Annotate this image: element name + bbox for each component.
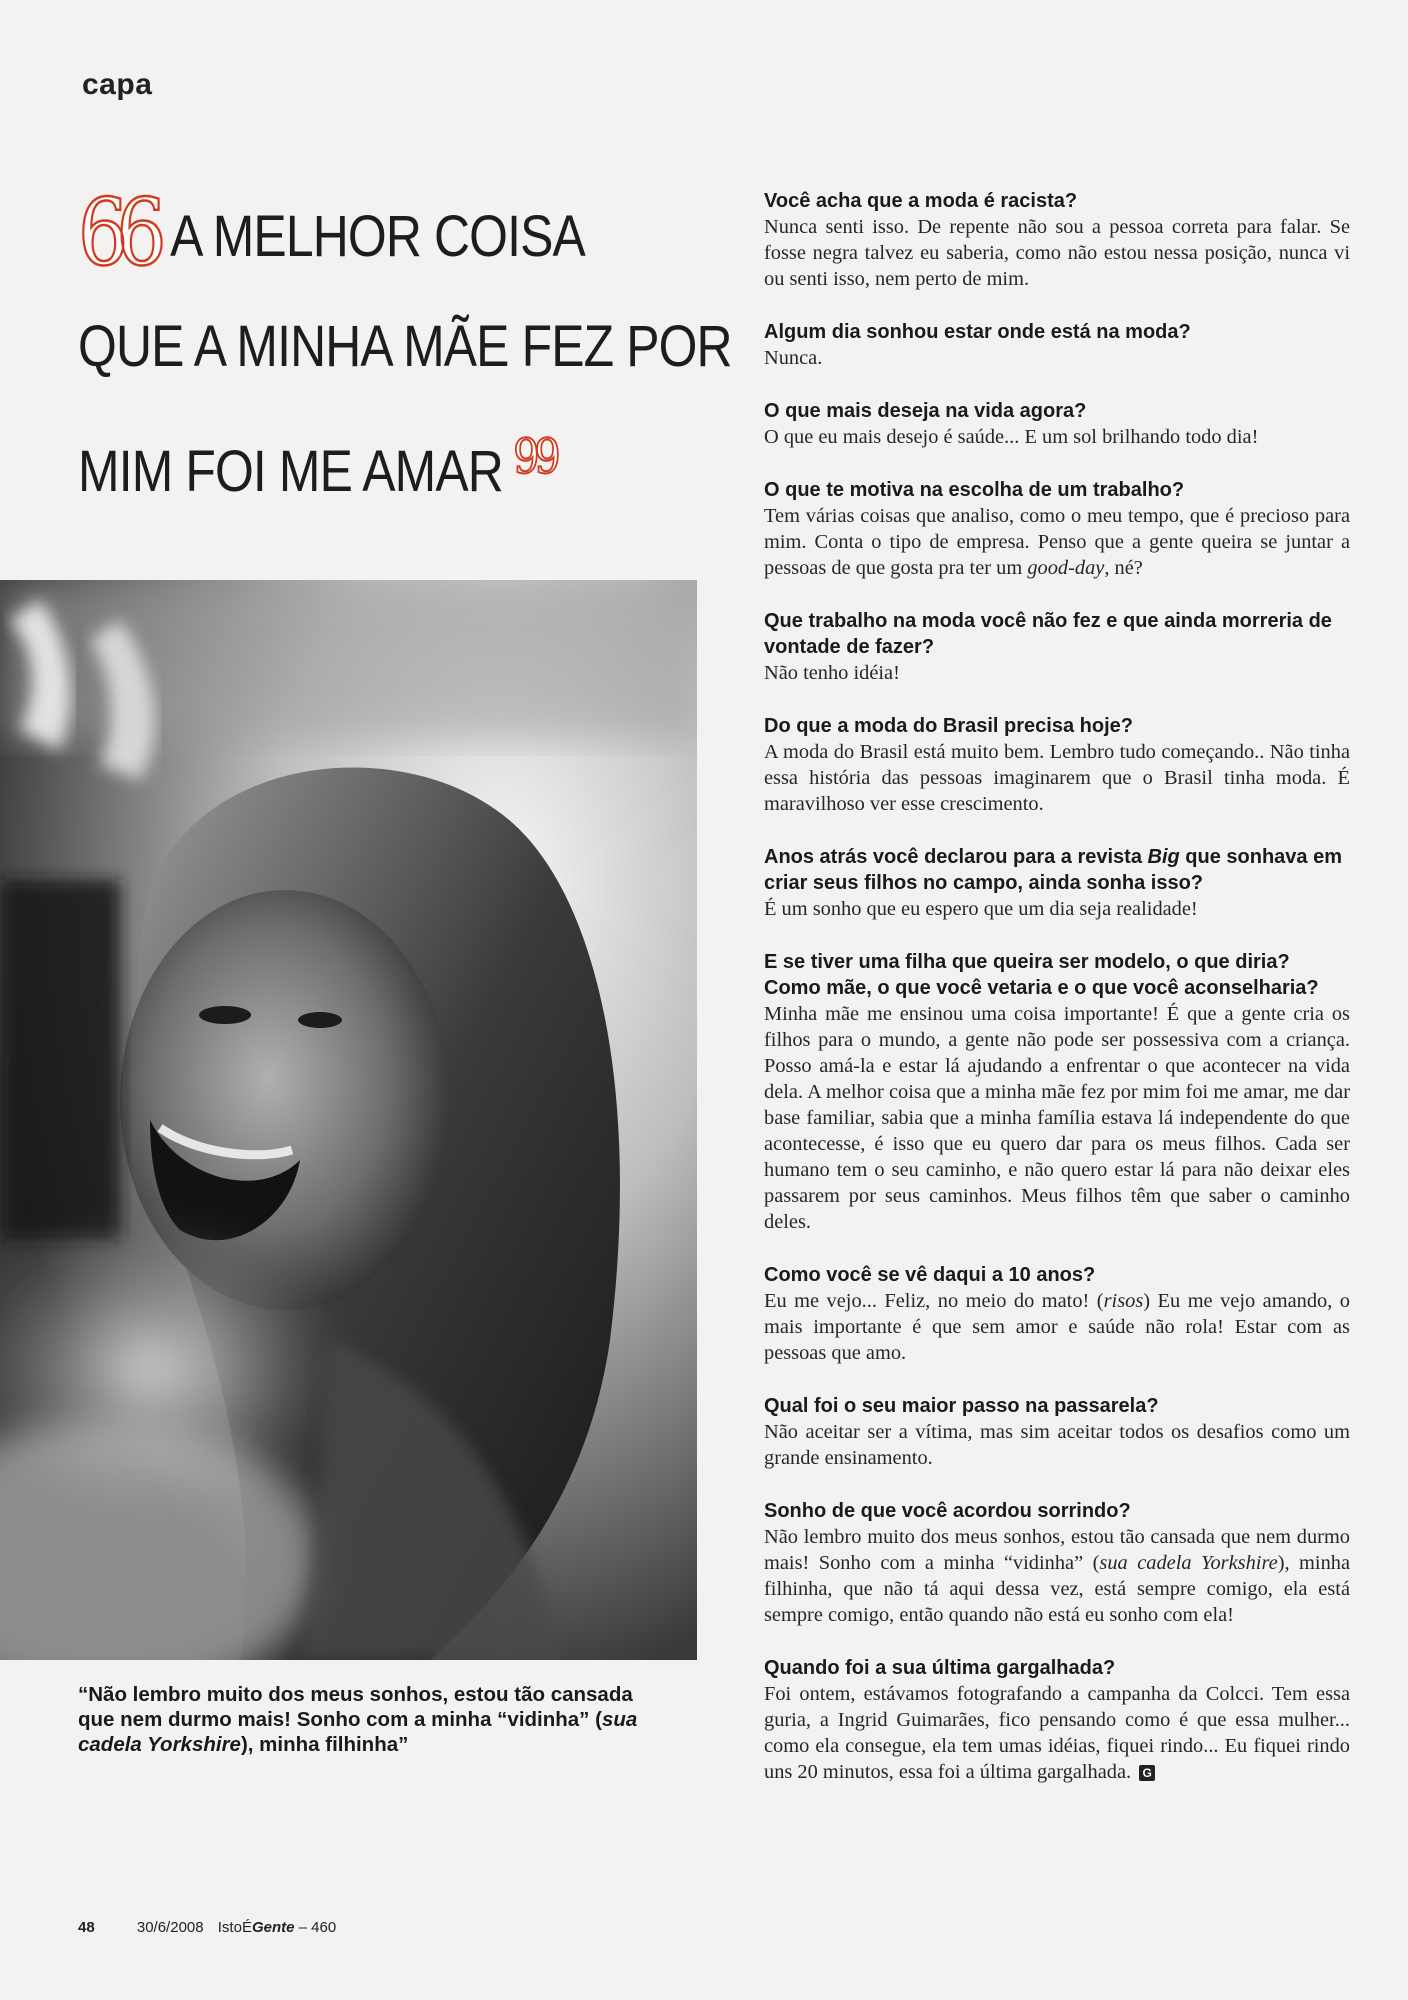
qa-item-11 xyxy=(764,1498,1350,1628)
answer: É um sonho que eu espero que um dia seja realidade! xyxy=(764,898,1198,920)
qa-item-8 xyxy=(764,949,1350,1235)
question-italic: Big xyxy=(1147,846,1180,868)
pull-quote-line-1: A MELHOR COISA xyxy=(170,204,585,269)
answer-italic: sua cadela Yorkshire xyxy=(1099,1552,1278,1574)
qa-item-9 xyxy=(764,1262,1350,1366)
answer-text: ) Eu me vejo amando, o mais importante é que sem amor e saúde não rola! Estar com as pessoas que amo. xyxy=(764,1290,1350,1364)
answer-text: , né? xyxy=(1104,557,1143,579)
caption-text-2: ), minha filhinha” xyxy=(240,1733,409,1756)
qa-item-4 xyxy=(764,477,1350,581)
question: Sonho de que você acordou sorrindo? xyxy=(764,1500,1131,1522)
answer-text: ), minha filhinha, que não tá aqui dessa vez, está sempre comigo, ela está sempre comigo, então quando não está eu sonho com ela! xyxy=(764,1552,1351,1626)
page-number: 48 xyxy=(78,1919,95,1936)
question: Como você se vê daqui a 10 anos? xyxy=(764,1264,1096,1286)
answer xyxy=(764,1681,1350,1785)
answer-text: Não lembro muito dos meus sonhos, estou tão cansada que nem durmo mais! Sonho com a minha “vidinha” ( xyxy=(764,1526,1350,1574)
qa-item-12 xyxy=(764,1655,1350,1785)
answer xyxy=(764,503,1350,581)
magazine-name-b: Gente xyxy=(251,1919,295,1936)
qa-item-2 xyxy=(764,319,1350,371)
magazine-name-a: IstoÉ xyxy=(217,1919,252,1936)
qa-item-1 xyxy=(764,188,1350,292)
qa-item-7 xyxy=(764,844,1350,922)
question: O que te motiva na escolha de um trabalho? xyxy=(764,479,1185,501)
answer: Nunca senti isso. De repente não sou a pessoa correta para falar. Se fosse negra talvez eu saberia, como não estou nessa posição, nunca vi ou senti isso, nem perto de mim. xyxy=(764,216,1350,290)
question-text: que sonhava em criar seus filhos no campo, ainda sonha isso? xyxy=(764,846,1343,894)
question: Algum dia sonhou estar onde está na moda? xyxy=(764,321,1191,343)
question: Do que a moda do Brasil precisa hoje? xyxy=(764,715,1133,737)
answer: O que eu mais desejo é saúde... E um sol brilhando todo dia! xyxy=(764,426,1259,448)
pull-quote-line-2: QUE A MINHA MÃE FEZ POR xyxy=(78,314,732,379)
answer-text: Tem várias coisas que analiso, como o meu tempo, que é precioso para mim. Conta o tipo de empresa. Penso que a gente queira se juntar a pessoas de que gosta pra ter um xyxy=(764,505,1350,579)
portrait-photo xyxy=(0,580,697,1660)
pull-quote xyxy=(78,178,732,527)
answer-italic: risos xyxy=(1103,1290,1144,1312)
answer: Minha mãe me ensinou uma coisa importante! É que a gente cria os filhos para o mundo, a gente não pode ser possessiva com a criança. Posso amá-la e estar lá ajudando a enfrentar o que acontecer na vida dela. A melhor coisa que a minha mãe fez por mim foi me amar, me dar base familiar, sabia que a minha família estava lá independente do que acontecesse, é isso que eu quero dar para os meus filhos. Cada ser humano tem o seu caminho, e não quero estar lá para não deixar eles passarem por seus caminhos. Meus filhos têm que saber o caminho deles. xyxy=(764,1003,1350,1233)
question-text: Anos atrás você declarou para a revista xyxy=(764,846,1148,868)
answer: Não tenho idéia! xyxy=(764,662,900,684)
question: O que mais deseja na vida agora? xyxy=(764,400,1087,422)
photo-caption xyxy=(78,1682,638,1757)
interview-column xyxy=(764,188,1350,1812)
qa-item-6 xyxy=(764,713,1350,817)
answer: A moda do Brasil está muito bem. Lembro tudo começando.. Não tinha essa história das pessoas imaginarem que o Brasil tinha moda. É maravilhoso ver esse crescimento. xyxy=(764,741,1350,815)
caption-italic: sua cadela Yorkshire xyxy=(78,1708,638,1756)
answer xyxy=(764,1524,1350,1628)
end-mark-icon: G xyxy=(1139,1765,1155,1781)
page-footer xyxy=(78,1919,336,1936)
question: Qual foi o seu maior passo na passarela? xyxy=(764,1395,1159,1417)
answer-text: Eu me vejo... Feliz, no meio do mato! ( xyxy=(764,1290,1104,1312)
close-quote-mark: 99 xyxy=(513,429,556,485)
question: Você acha que a moda é racista? xyxy=(764,190,1078,212)
answer-italic: good-day xyxy=(1027,557,1105,579)
question xyxy=(764,844,1350,896)
open-quote-mark: 66 xyxy=(78,179,155,286)
question: Que trabalho na moda você não fez e que ainda morreria de vontade de fazer? xyxy=(764,610,1332,658)
qa-item-5 xyxy=(764,608,1350,686)
issue-number: – 460 xyxy=(298,1919,337,1936)
pull-quote-line-3: MIM FOI ME AMAR xyxy=(78,439,503,504)
question: Quando foi a sua última gargalhada? xyxy=(764,1657,1116,1679)
qa-item-10 xyxy=(764,1393,1350,1471)
qa-item-3 xyxy=(764,398,1350,450)
question: E se tiver uma filha que queira ser modelo, o que diria? Como mãe, o que você vetaria e o que você aconselharia? xyxy=(764,951,1319,999)
issue-date: 30/6/2008 xyxy=(136,1919,204,1936)
answer: Nunca. xyxy=(764,347,823,369)
answer: Não aceitar ser a vítima, mas sim aceitar todos os desafios como um grande ensinamento. xyxy=(764,1421,1350,1469)
caption-text-1: “Não lembro muito dos meus sonhos, estou tão cansada que nem durmo mais! Sonho com a minha “vidinha” ( xyxy=(78,1683,633,1731)
answer xyxy=(764,1288,1350,1366)
answer-text: Foi ontem, estávamos fotografando a campanha da Colcci. Tem essa guria, a Ingrid Guimarães, fico pensando como é que essa mulher... como ela consegue, ela tem umas idéias, fiquei rindo... Eu fiquei rindo uns 20 minutos, essa foi a última gargalhada. xyxy=(764,1683,1350,1783)
section-label: capa xyxy=(82,68,153,101)
